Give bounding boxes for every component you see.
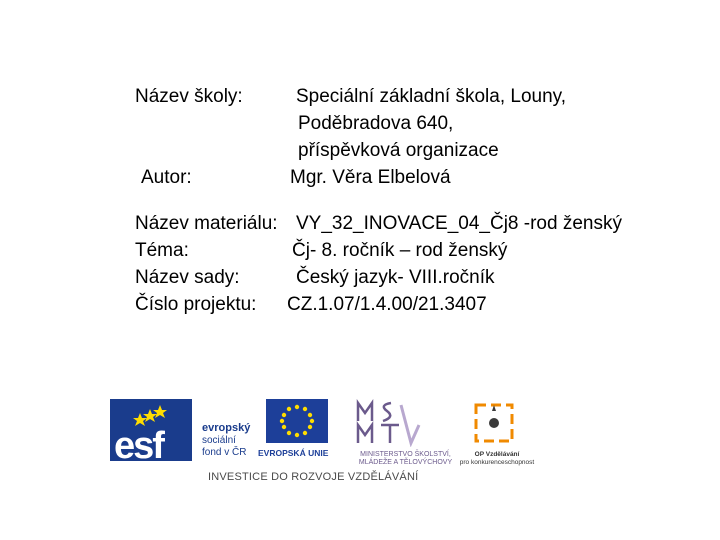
logo-strip [108,395,548,490]
topic-value: Čj- 8. ročník – rod ženský [292,240,508,261]
esf-line3: fond v ČR [202,447,247,458]
op-line2: pro konkurenceschopnost [459,459,535,466]
investice-slogan: INVESTICE DO ROZVOJE VZDĚLÁVÁNÍ [208,471,419,483]
op-caption [452,451,542,467]
school-label: Název školy: [135,86,243,107]
esf-logo [110,399,192,467]
esf-line1: evropský [202,422,251,434]
esf-line2: sociální [202,435,236,446]
author-label: Autor: [141,167,192,188]
msmt-logo-icon [353,399,423,447]
esf-letters: esf [114,425,163,467]
set-value: Český jazyk- VIII.ročník [296,267,495,288]
project-value: CZ.1.07/1.4.00/21.3407 [287,294,487,315]
material-name-label: Název materiálu: [135,213,278,234]
school-name-line3: příspěvková organizace [298,140,499,161]
eu-stars-icon [266,399,328,443]
op-logo-icon [470,401,526,449]
author-value: Mgr. Věra Elbelová [290,167,451,188]
msmt-caption [353,451,458,467]
school-name-line2: Poděbradova 640, [298,113,454,134]
msmt-line1: MINISTERSTVO ŠKOLSTVÍ, [360,451,451,458]
school-name-line1: Speciální základní škola, Louny, [296,86,567,107]
material-name-value: VY_32_INOVACE_04_Čj8 -rod ženský [296,213,622,234]
op-line1: OP Vzdělávání [474,451,520,458]
project-label: Číslo projektu: [135,294,257,315]
msmt-line2: MLÁDEŽE A TĚLOVÝCHOVY [358,459,453,466]
esf-caption [202,422,250,459]
eu-flag-icon [266,399,328,443]
set-label: Název sady: [135,267,240,288]
topic-label: Téma: [135,240,189,261]
eu-label: EVROPSKÁ UNIE [258,448,329,458]
